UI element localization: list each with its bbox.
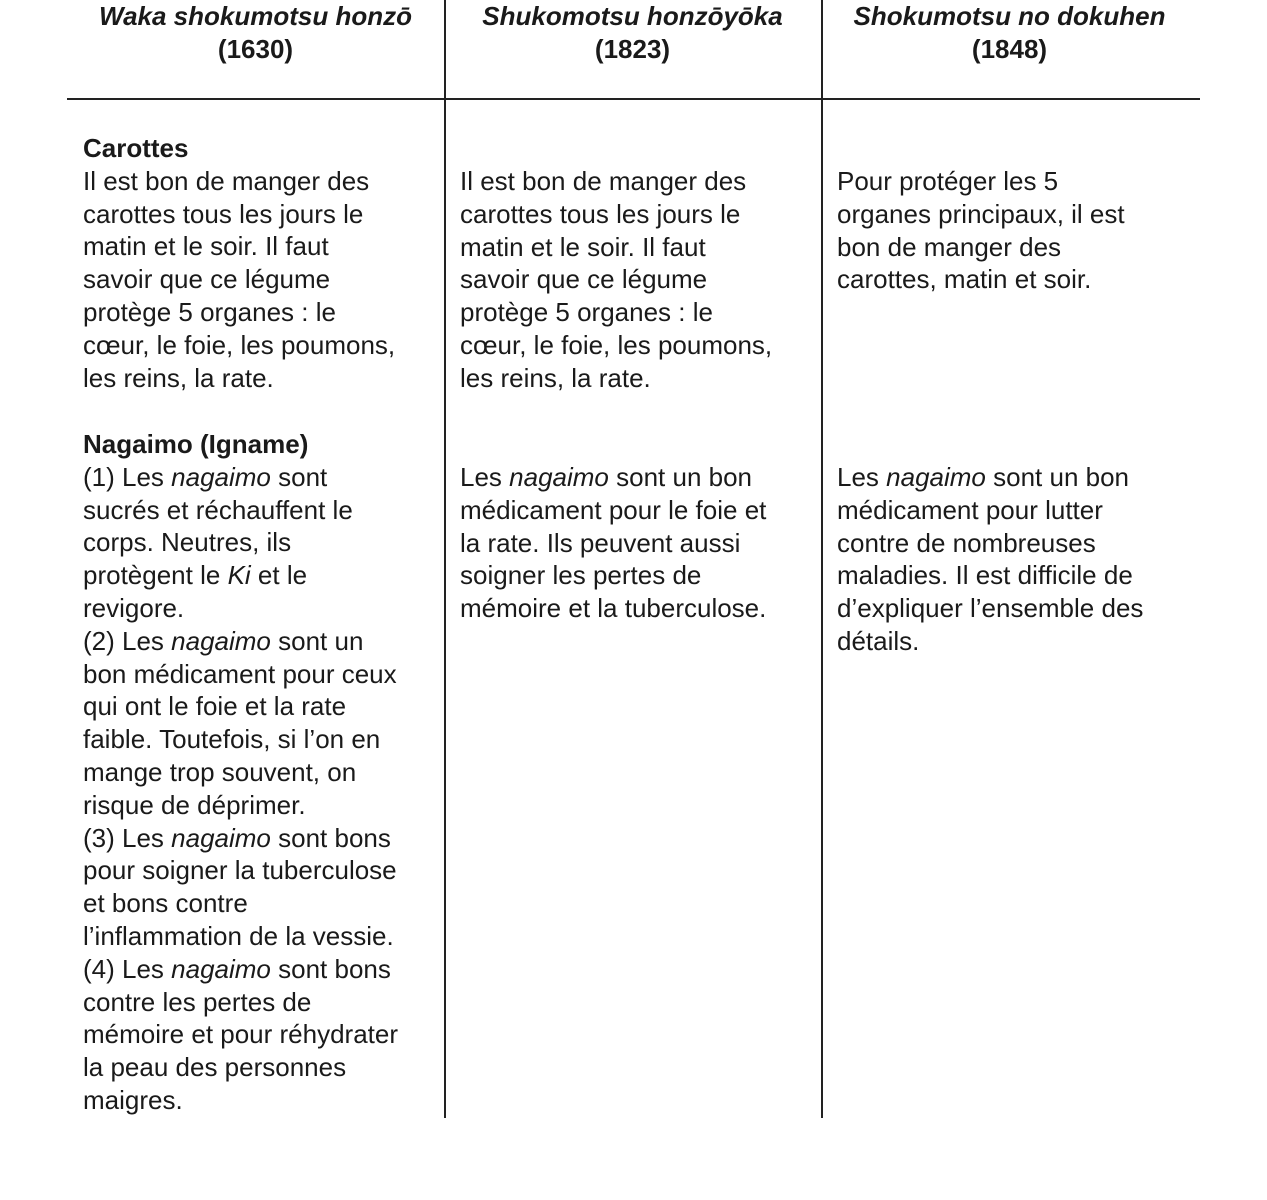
text-line: mange trop souvent, on (83, 756, 357, 787)
text-line: médicament pour lutter (837, 494, 1103, 525)
text-line: faible. Toutefois, si l’on en (83, 724, 381, 755)
text-line: bon médicament pour ceux (83, 658, 397, 689)
section-heading: Nagaimo (Igname) (83, 429, 309, 459)
text-line: mémoire et pour réhydrater (83, 1019, 399, 1050)
text-line: sucrés et réchauffent le (83, 494, 353, 525)
text-line: savoir que ce légume (83, 264, 331, 295)
nagaimo-cell-1 (83, 428, 433, 1117)
carottes-cell-1 (83, 132, 433, 394)
text-line: les reins, la rate. (460, 362, 651, 393)
nagaimo-cell-3 (837, 461, 1187, 658)
column-year: (1823) (594, 34, 671, 64)
text-line: protège 5 organes : le (83, 296, 336, 327)
column-title: Shokumotsu no dokuhen (853, 1, 1166, 31)
carottes-cell-2 (460, 165, 810, 395)
text-line: revigore. (83, 592, 185, 623)
column-year: (1630) (217, 34, 294, 64)
header-rule (67, 98, 1200, 100)
text-line: et bons contre (83, 888, 248, 919)
column-header-3 (821, 0, 1198, 66)
text-line: (2) Les nagaimo sont un (83, 625, 364, 656)
text-line: carottes, matin et soir. (837, 264, 1092, 295)
text-line: carottes tous les jours le (460, 198, 741, 229)
text-line: savoir que ce légume (460, 264, 708, 295)
text-line: (3) Les nagaimo sont bons (83, 822, 391, 853)
column-year: (1848) (971, 34, 1048, 64)
text-line: Les nagaimo sont un bon (460, 462, 753, 492)
carottes-cell-3 (837, 165, 1187, 296)
text-line: corps. Neutres, ils (83, 527, 292, 558)
text-line: qui ont le foie et la rate (83, 691, 347, 722)
text-line: la rate. Ils peuvent aussi (460, 527, 741, 558)
text-line: l’inflammation de la vessie. (83, 920, 394, 951)
text-line: carottes tous les jours le (83, 198, 364, 229)
column-header-1 (67, 0, 444, 66)
section-heading: Carottes (83, 133, 189, 163)
text-line: soigner les pertes de (460, 560, 702, 591)
text-line: médicament pour le foie et (460, 494, 767, 525)
text-line: maigres. (83, 1084, 183, 1115)
text-line: organes principaux, il est (837, 198, 1125, 229)
column-divider-2 (821, 0, 823, 1118)
text-line: cœur, le foie, les poumons, (460, 329, 773, 360)
text-line: (1) Les nagaimo sont (83, 461, 328, 492)
column-header-2 (444, 0, 821, 66)
text-line: mémoire et la tuberculose. (460, 593, 767, 624)
text-line: Il est bon de manger des (460, 166, 747, 196)
text-line: Pour protéger les 5 (837, 166, 1059, 196)
text-line: les reins, la rate. (83, 362, 274, 393)
column-divider-1 (444, 0, 446, 1118)
text-line: protège 5 organes : le (460, 297, 713, 328)
text-line: contre de nombreuses (837, 527, 1096, 558)
text-line: maladies. Il est difficile de (837, 560, 1133, 591)
text-line: (4) Les nagaimo sont bons (83, 953, 391, 984)
text-line: cœur, le foie, les poumons, (83, 329, 396, 360)
text-line: protègent le Ki et le (83, 560, 308, 591)
text-line: pour soigner la tuberculose (83, 855, 397, 886)
column-title: Waka shokumotsu honzō (99, 1, 412, 31)
text-line: matin et le soir. Il faut (460, 231, 706, 262)
text-line: détails. (837, 625, 920, 656)
text-line: la peau des personnes (83, 1052, 347, 1083)
text-line: contre les pertes de (83, 986, 312, 1017)
text-line: Les nagaimo sont un bon (837, 462, 1130, 492)
comparison-table (67, 0, 1200, 1118)
text-line: matin et le soir. Il faut (83, 231, 329, 262)
text-line: bon de manger des (837, 231, 1062, 262)
text-line: risque de déprimer. (83, 789, 306, 820)
column-title: Shukomotsu honzōyōka (482, 1, 783, 31)
nagaimo-cell-2 (460, 461, 810, 625)
text-line: Il est bon de manger des (83, 165, 370, 196)
text-line: d’expliquer l’ensemble des (837, 593, 1144, 624)
